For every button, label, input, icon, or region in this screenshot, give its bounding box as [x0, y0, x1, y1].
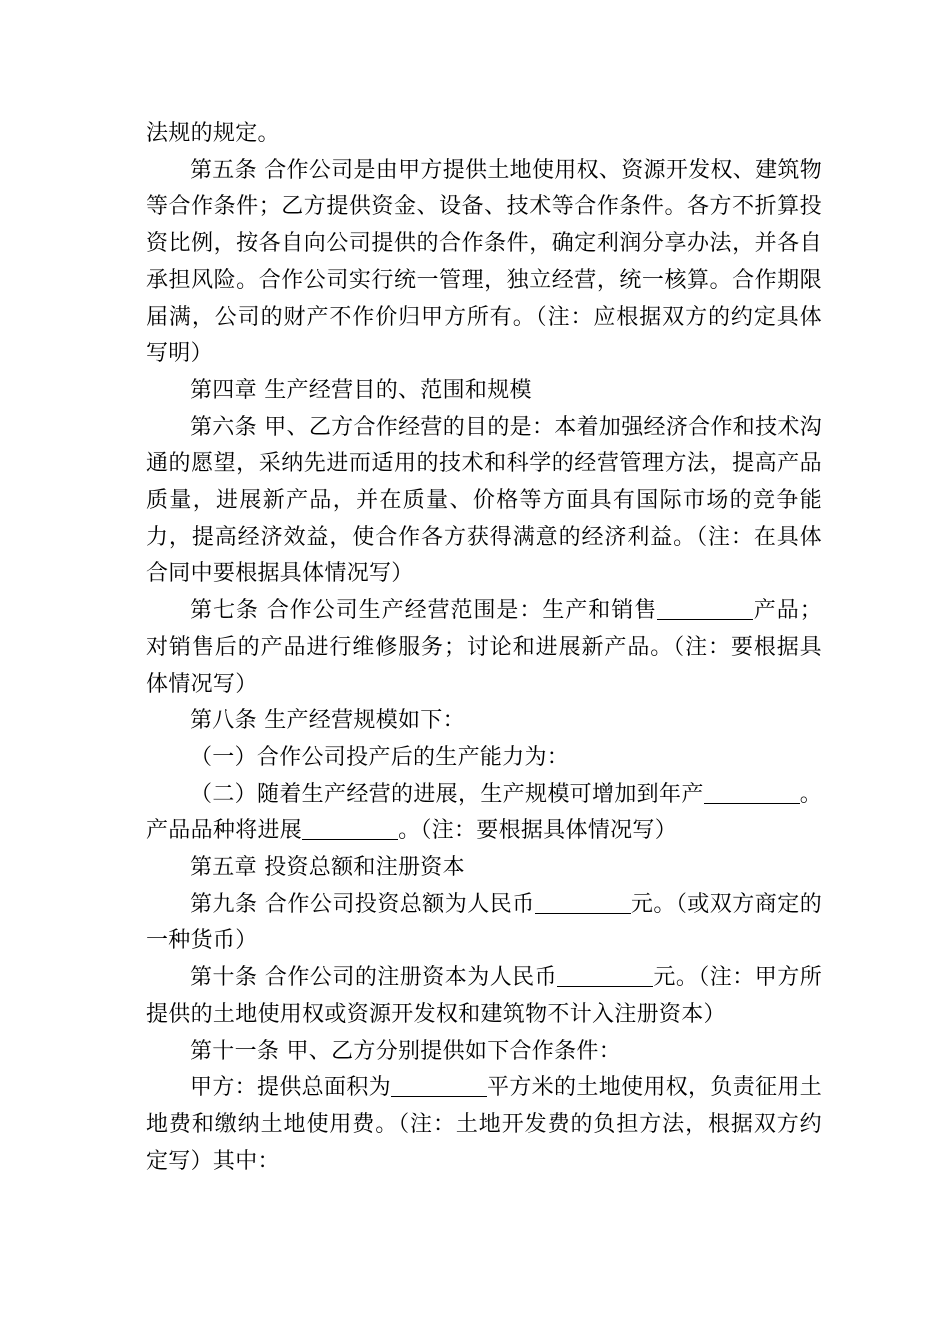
paragraph-text: 第九条 合作公司投资总额为人民币: [190, 891, 535, 917]
paragraph-article-11: [146, 1034, 822, 1071]
paragraph-article-5: [146, 153, 822, 373]
fill-in-blank[interactable]: [535, 893, 631, 914]
paragraph-text: （二）随着生产经营的进展，生产规模可增加到年产: [190, 781, 704, 807]
paragraph-article-9: [146, 887, 822, 960]
paragraph-text: 产品；对销售后的产品进行维修服务；讨论和进展新产品。（注：要根据具体情况写）: [146, 598, 822, 697]
paragraph-text: 第六条 甲、乙方合作经营的目的是：本着加强经济合作和技术沟通的愿望，采纳先进而适用的技术和科学的经营管理方法，提高产品质量，进展新产品，并在质量、价格等方面具有国际市场的竞争能力，提高经济效益，使合作各方获得满意的经济利益。（注：在具体合同中要根据具体情况写）: [146, 414, 822, 587]
paragraph-text: 甲方：提供总面积为: [190, 1075, 391, 1101]
paragraph-article-7: [146, 593, 822, 703]
paragraph-text: 元。（注：甲方所提供的土地使用权或资源开发权和建筑物不计入注册资本）: [146, 965, 822, 1027]
fill-in-blank[interactable]: [302, 819, 398, 840]
paragraph-text: 。产品品种将进展: [146, 781, 822, 844]
paragraph-party-a: [146, 1070, 822, 1180]
paragraph-item-2: [146, 777, 822, 850]
fill-in-blank[interactable]: [557, 966, 653, 987]
paragraph-text: （一）合作公司投产后的生产能力为：: [190, 744, 570, 770]
chapter-heading-4: [146, 373, 822, 410]
paragraph-text: 第五条 合作公司是由甲方提供土地使用权、资源开发权、建筑物等合作条件；乙方提供资金、设备、技术等合作条件。各方不折算投资比例，按各自向公司提供的合作条件，确定利润分享办法，并各自承担风险。合作公司实行统一管理，独立经营，统一核算。合作期限届满，公司的财产不作价归甲方所有。（注：应根据双方的约定具体写明）: [146, 157, 822, 367]
paragraph-text: 元。（或双方商定的一种货币）: [146, 891, 823, 954]
fill-in-blank[interactable]: [704, 783, 800, 804]
paragraph-text: 平方米的土地使用权，负责征用土地费和缴纳土地使用费。（注：土地开发费的负担方法，根据双方约定写）其中：: [146, 1075, 822, 1174]
paragraph-text: 第八条 生产经营规模如下：: [190, 708, 465, 734]
fill-in-blank[interactable]: [391, 1076, 487, 1097]
chapter-heading-5: [146, 850, 822, 887]
paragraph-article-6: [146, 410, 822, 594]
heading-text: 第四章 生产经营目的、范围和规模: [190, 377, 532, 403]
paragraph-text: 法规的规定。: [146, 121, 280, 146]
paragraph-text: 。（注：要根据具体情况写）: [398, 818, 678, 844]
fill-in-blank[interactable]: [657, 599, 753, 620]
paragraph-text: 第十一条 甲、乙方分别提供如下合作条件：: [190, 1038, 621, 1064]
paragraph-article-8: [146, 703, 822, 740]
paragraph-item-1: [146, 740, 822, 777]
heading-text: 第五章 投资总额和注册资本: [190, 855, 465, 881]
paragraph-regulations-end: [146, 116, 822, 153]
paragraph-text: 第十条 合作公司的注册资本为人民币: [190, 965, 558, 991]
paragraph-article-10: [146, 960, 822, 1033]
document-body: [146, 116, 822, 1180]
paragraph-text: 第七条 合作公司生产经营范围是：生产和销售: [190, 598, 658, 624]
